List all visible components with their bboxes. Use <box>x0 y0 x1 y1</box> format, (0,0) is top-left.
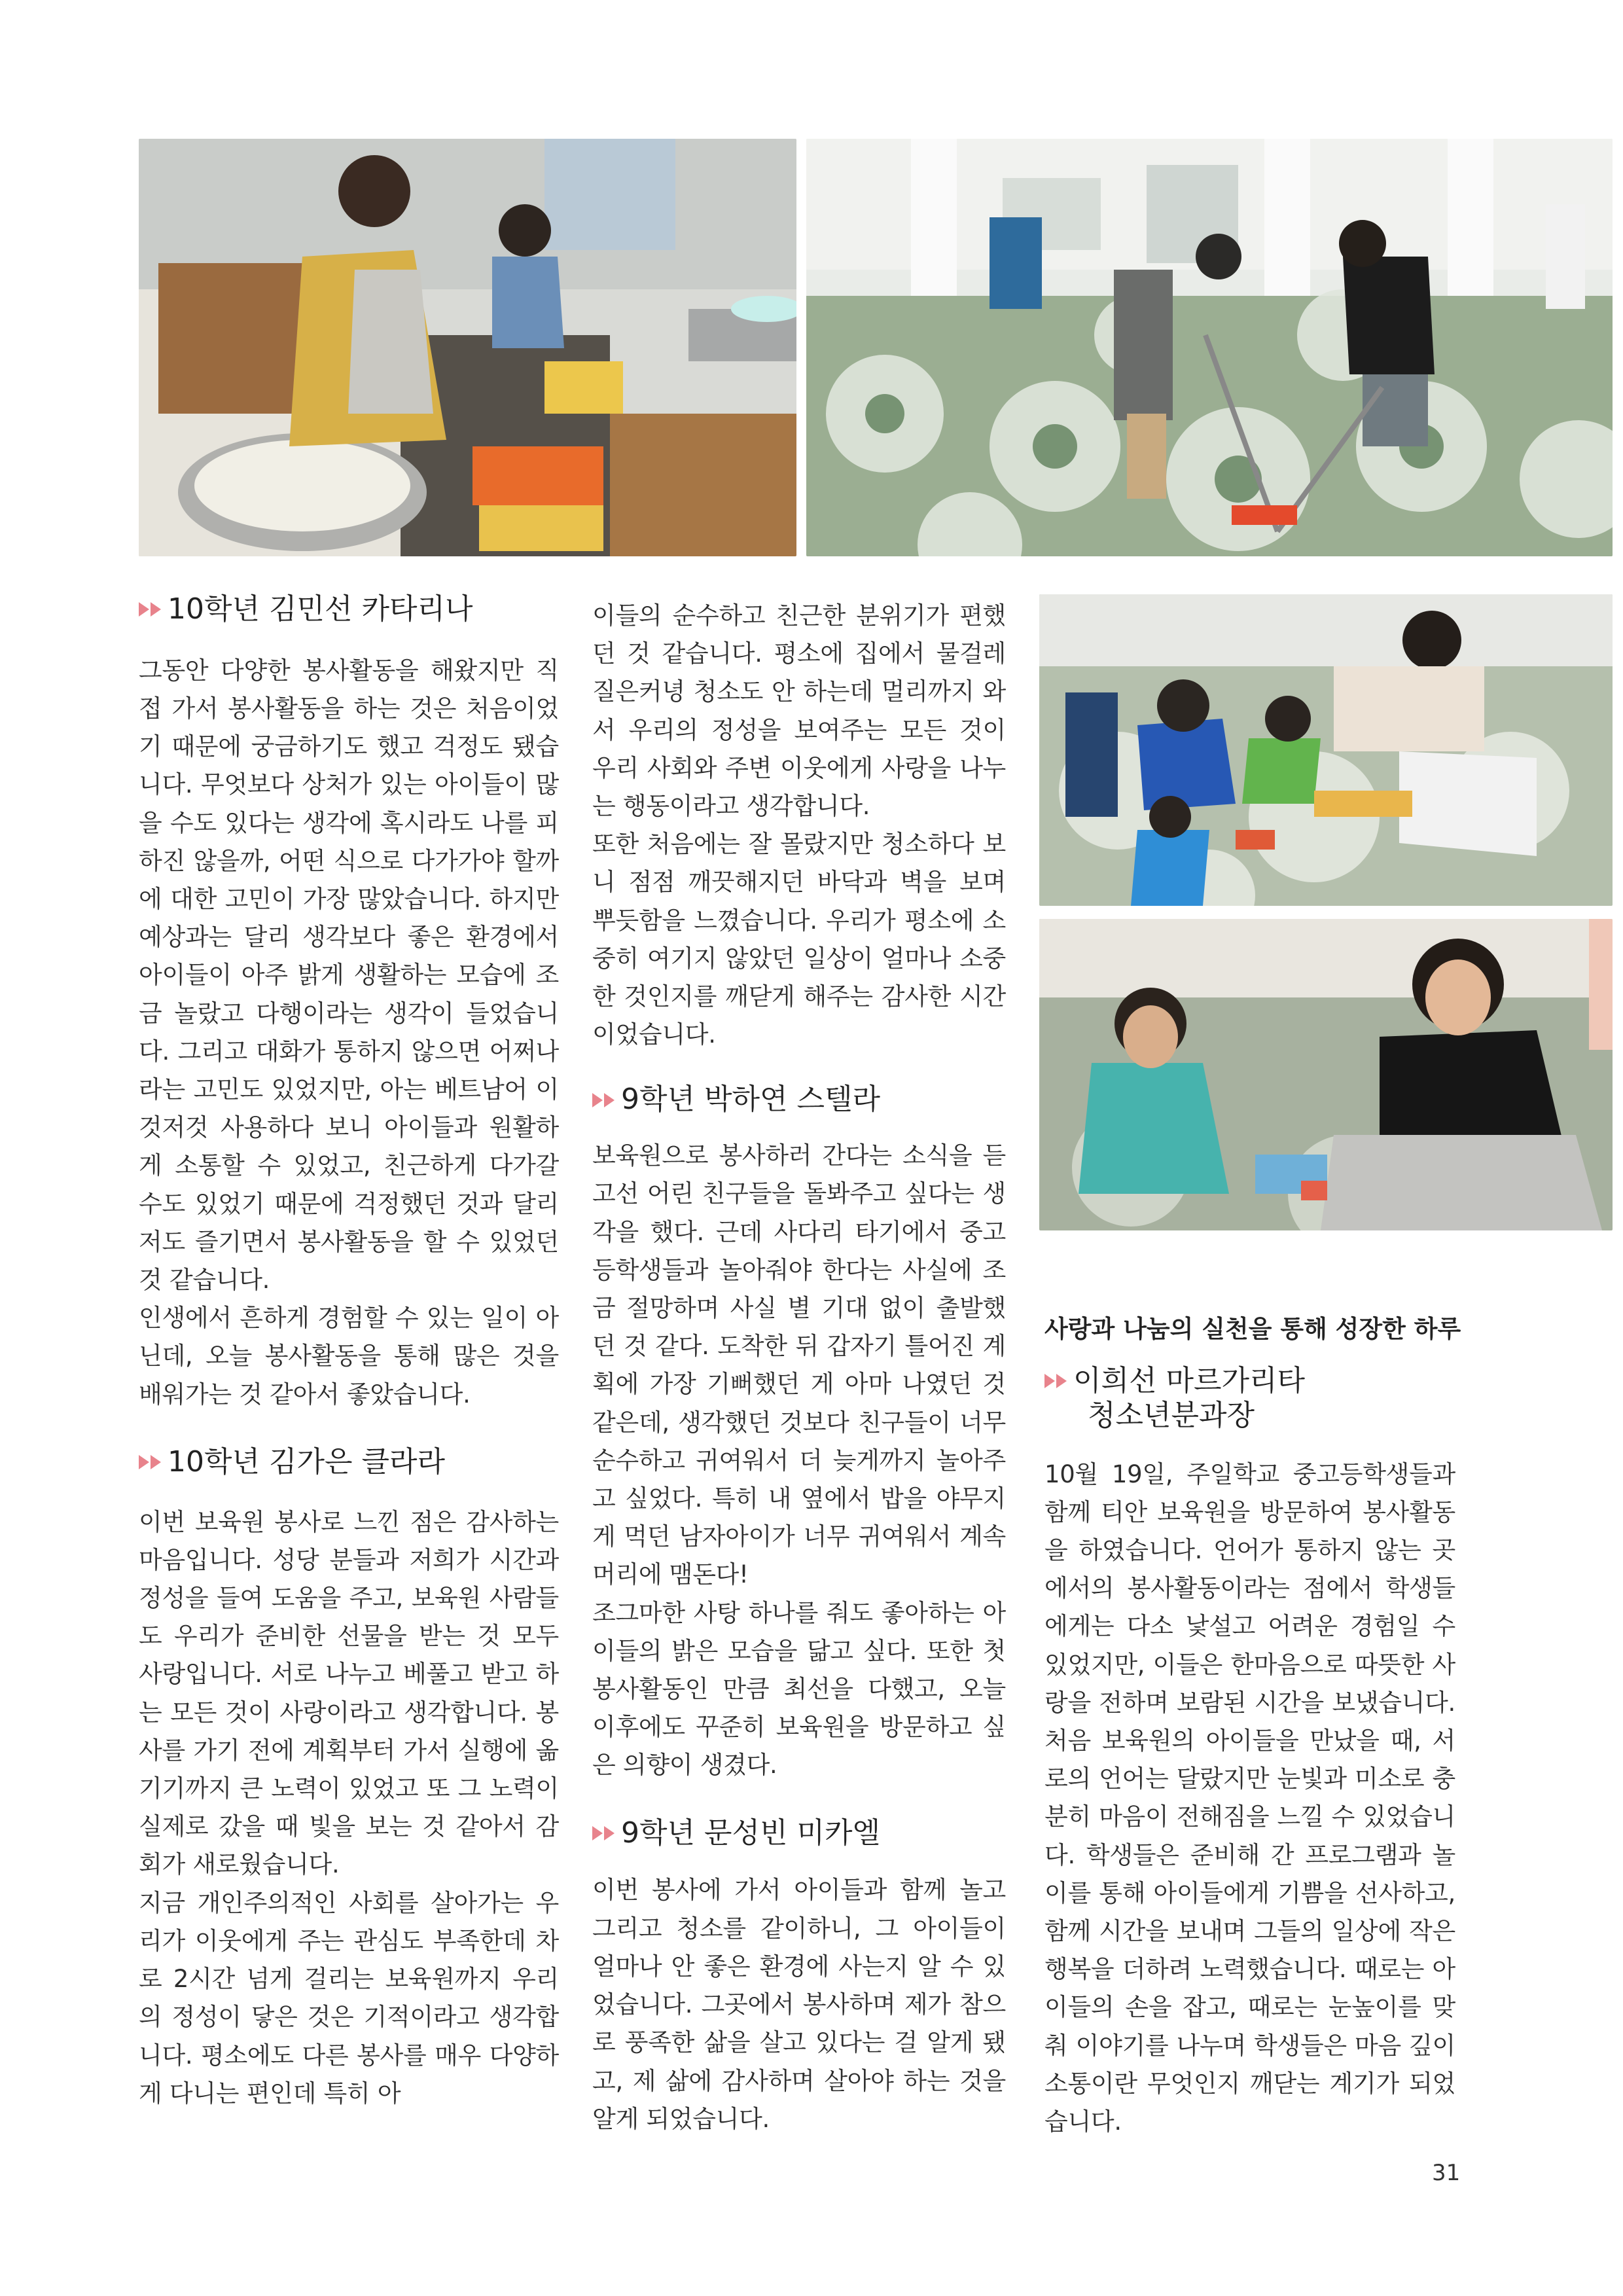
paragraph: 인생에서 흔하게 경험할 수 있는 일이 아닌데, 오늘 봉사활동을 통해 많은 것을 배워가는 것 같아서 좋았습니다. <box>139 1304 559 1408</box>
heading-text: 9학년 문성빈 미카엘 <box>621 1816 880 1850</box>
page-number: 31 <box>1432 2160 1461 2186</box>
paragraph: 또한 처음에는 잘 몰랐지만 청소하다 보니 점점 깨끗해지던 바닥과 벽을 보며 뿌듯함을 느꼈습니다. 우리가 평소에 소중히 여기지 않았던 일상이 얼마나 소중한 것인지를 깨닫게 해주는 감사한 시간이었습니다. <box>592 830 1006 1049</box>
arrow-icon <box>592 1093 616 1107</box>
section-heading <box>1044 1364 1455 1399</box>
heading-text: 10학년 김민선 카타리나 <box>168 592 473 626</box>
student-with-child-photo <box>1039 919 1613 1230</box>
column-2 <box>592 597 1006 2138</box>
heading-text: 9학년 박하연 스텔라 <box>621 1083 880 1117</box>
section-heading <box>139 592 559 627</box>
section-heading <box>139 1445 559 1480</box>
column-3 <box>1044 1309 1461 2141</box>
arrow-icon <box>592 1826 616 1840</box>
paragraph: 이들의 순수하고 친근한 분위기가 편했던 것 같습니다. 평소에 집에서 물걸레질은커녕 청소도 안 하는데 멀리까지 와서 우리의 정성을 보여주는 모든 것이 우리 사회와 주변 이웃에게 사랑을 나누는 행동이라고 생각합니다. <box>592 601 1006 821</box>
kids-playing-photo <box>1039 594 1613 906</box>
section-heading-line2: 청소년분과장 <box>1088 1398 1255 1432</box>
heading-text: 10학년 김가은 클라라 <box>168 1444 445 1479</box>
paragraph: 이번 보육원 봉사로 느낀 점은 감사하는 마음입니다. 성당 분들과 저희가 시간과 정성을 들여 도움을 주고, 보육원 사람들도 우리가 준비한 선물을 받는 것 모두 사랑입니다. 서로 나누고 베풀고 받고 하는 모든 것이 사랑이라고 생각합니다. 봉사를 가기 전에 계획부터 가서 실행에 옮기기까지 큰 노력이 있었고 또 그 노력이 실제로 갔을 때 빛을 보는 것 같아서 감회가 새로웠습니다. <box>139 1507 559 1879</box>
paragraph: 그동안 다양한 봉사활동을 해왔지만 직접 가서 봉사활동을 하는 것은 처음이었기 때문에 궁금하기도 했고 걱정도 됐습니다. 무엇보다 상처가 있는 아이들이 많을 수도 있다는 생각에 혹시라도 나를 피하진 않을까, 어떤 식으로 다가가야 할까에 대한 고민이 가장 많았습니다. 하지만 예상과는 달리 생각보다 좋은 환경에서 아이들이 아주 밝게 생활하는 모습에 조금 놀랐고 다행이라는 생각이 들었습니다. 그리고 대화가 통하지 않으면 어쩌나 라는 고민도 있었지만, 아는 베트남어 이것저것 사용하다 보니 아이들과 원활하게 소통할 수 있었고, 친근하게 다가갈 수도 있었기 때문에 걱정했던 것과 달리 저도 즐기면서 봉사활동을 할 수 있었던 것 같습니다. <box>139 656 559 1295</box>
arrow-icon <box>1044 1374 1068 1388</box>
column-1 <box>139 592 559 2113</box>
heading-text: 이희선 마르가리타 <box>1073 1364 1306 1397</box>
paragraph: 지금 개인주의적인 사회를 살아가는 우리가 이웃에게 주는 관심도 부족한데 차로 2시간 넘게 걸리는 보육원까지 우리의 정성이 닿은 것은 기적이라고 생각합니다. 평소에도 다른 봉사를 매우 다양하게 다니는 편인데 특히 아 <box>139 1888 559 2108</box>
paragraph: 10월 19일, 주일학교 중고등학생들과 함께 티안 보육원을 방문하여 봉사활동을 하였습니다. 언어가 통하지 않는 곳에서의 봉사활동이라는 점에서 학생들에게는 다소 낯설고 어려운 경험일 수 있었지만, 이들은 한마음으로 따뜻한 사랑을 전하며 보람된 시간을 보냈습니다. 처음 보육원의 아이들을 만났을 때, 서로의 언어는 달랐지만 눈빛과 미소로 충분히 마음이 전해짐을 느낄 수 있었습니다. 학생들은 준비해 간 프로그램과 놀이를 통해 아이들에게 기쁨을 선사하고, 함께 시간을 보내며 그들의 일상에 작은 행복을 더하려 노력했습니다. 때로는 아이들의 손을 잡고, 때로는 눈높이를 맞춰 이야기를 나누며 학생들은 마음 깊이 소통이란 무엇인지 깨닫는 계기가 되었습니다. <box>1044 1460 1455 2136</box>
subtitle: 사랑과 나눔의 실천을 통해 성장한 하루 <box>1044 1315 1461 1343</box>
mopping-photo <box>806 139 1613 556</box>
section-heading <box>592 1816 1006 1851</box>
arrow-icon <box>139 602 162 617</box>
arrow-icon <box>139 1455 162 1469</box>
paragraph: 보육원으로 봉사하러 간다는 소식을 듣고선 어린 친구들을 돌봐주고 싶다는 생각을 했다. 근데 사다리 타기에서 중고등학생들과 놀아줘야 한다는 사실에 조금 절망하며 사실 별 기대 없이 출발했던 것 같다. 도착한 뒤 갑자기 틀어진 계획에 가장 기뻐했던 게 아마 나였던 것 같은데, 생각했던 것보다 친구들이 너무 순수하고 귀여워서 더 늦게까지 놀아주고 싶었다. 특히 내 옆에서 밥을 야무지게 먹던 남자아이가 너무 귀여워서 계속 머리에 맴돈다! <box>592 1141 1006 1589</box>
section-heading <box>592 1083 1006 1117</box>
kitchen-photo <box>139 139 796 556</box>
paragraph: 이번 봉사에 가서 아이들과 함께 놀고 그리고 청소를 같이하니, 그 아이들이 얼마나 안 좋은 환경에 사는지 알 수 있었습니다. 그곳에서 봉사하며 제가 참으로 풍족한 삶을 살고 있다는 걸 알게 됐고, 제 삶에 감사하며 살아야 하는 것을 알게 되었습니다. <box>592 1876 1006 2133</box>
paragraph: 조그마한 사탕 하나를 줘도 좋아하는 아이들의 밝은 모습을 닮고 싶다. 또한 첫 봉사활동인 만큼 최선을 다했고, 오늘 이후에도 꾸준히 보육원을 방문하고 싶은 의향이 생겼다. <box>592 1598 1006 1780</box>
